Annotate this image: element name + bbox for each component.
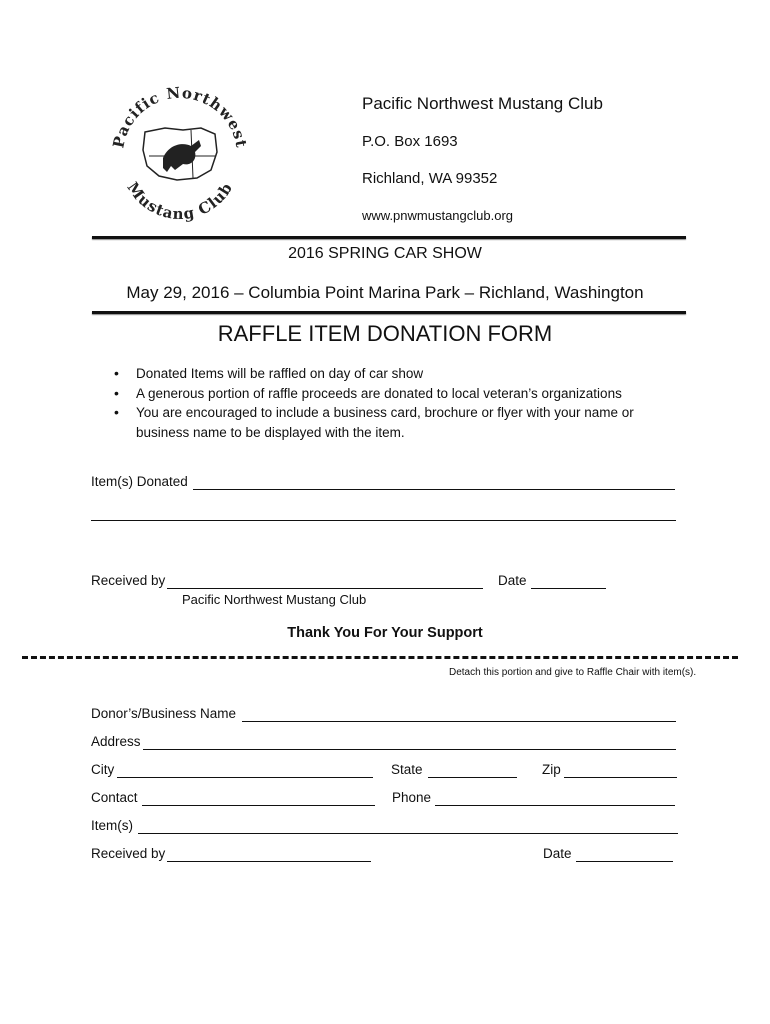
state-label: State	[391, 762, 423, 777]
header-rule	[92, 236, 686, 239]
items-donated-label: Item(s) Donated	[91, 474, 188, 489]
phone-label: Phone	[392, 790, 432, 805]
bullet-item: • A generous portion of raffle proceeds are donated to local veteran’s organizations	[108, 384, 668, 404]
stub-received-by-label: Received by	[91, 846, 166, 861]
city-field[interactable]	[117, 777, 373, 778]
address-field[interactable]	[143, 749, 676, 750]
stub-items-field[interactable]	[138, 833, 678, 834]
contact-field[interactable]	[142, 805, 375, 806]
zip-field[interactable]	[564, 777, 677, 778]
club-website[interactable]: www.pnwmustangclub.org	[362, 208, 514, 223]
detach-line	[22, 656, 738, 659]
event-date-location: May 29, 2016 – Columbia Point Marina Park – Richland, Washington	[126, 283, 644, 302]
detach-note: Detach this portion and give to Raffle Chair with item(s).	[449, 667, 697, 678]
event-title: 2016 SPRING CAR SHOW	[288, 245, 482, 262]
donor-field[interactable]	[242, 721, 676, 722]
mustang-horse-map-icon	[143, 128, 217, 180]
event-rule	[92, 311, 686, 314]
club-logo	[105, 80, 255, 230]
info-bullets	[108, 364, 668, 442]
club-po-box: P.O. Box 1693	[362, 133, 458, 150]
club-name: Pacific Northwest Mustang Club	[362, 94, 603, 113]
received-by-field[interactable]	[167, 588, 483, 589]
bullet-item: • You are encouraged to include a business card, brochure or flyer with your name or business name to be displayed with the item.	[108, 403, 668, 442]
club-city-state: Richland, WA 99352	[362, 170, 498, 187]
date-field[interactable]	[531, 588, 606, 589]
stub-items-label: Item(s)	[91, 818, 133, 833]
form-title: RAFFLE ITEM DONATION FORM	[217, 321, 553, 346]
items-donated-field[interactable]	[193, 489, 675, 490]
contact-label: Contact	[91, 790, 138, 805]
received-by-sub: Pacific Northwest Mustang Club	[182, 592, 367, 607]
logo-bottom-text: Mustang Club	[123, 178, 237, 224]
zip-label: Zip	[542, 762, 561, 777]
donor-label: Donor’s/Business Name	[91, 706, 237, 721]
phone-field[interactable]	[435, 805, 675, 806]
thank-you: Thank You For Your Support	[287, 625, 483, 641]
items-donated-field-2[interactable]	[91, 520, 676, 521]
received-by-label: Received by	[91, 573, 166, 588]
stub-received-by-field[interactable]	[167, 861, 371, 862]
address-label: Address	[91, 734, 141, 749]
city-label: City	[91, 762, 115, 777]
bullet-item: • Donated Items will be raffled on day of car show	[108, 364, 668, 384]
date-label: Date	[498, 573, 527, 588]
stub-date-label: Date	[543, 846, 572, 861]
logo-top-text: Pacific Northwest	[109, 83, 251, 150]
state-field[interactable]	[428, 777, 517, 778]
stub-date-field[interactable]	[576, 861, 673, 862]
svg-text:Mustang Club	[123, 179, 236, 223]
